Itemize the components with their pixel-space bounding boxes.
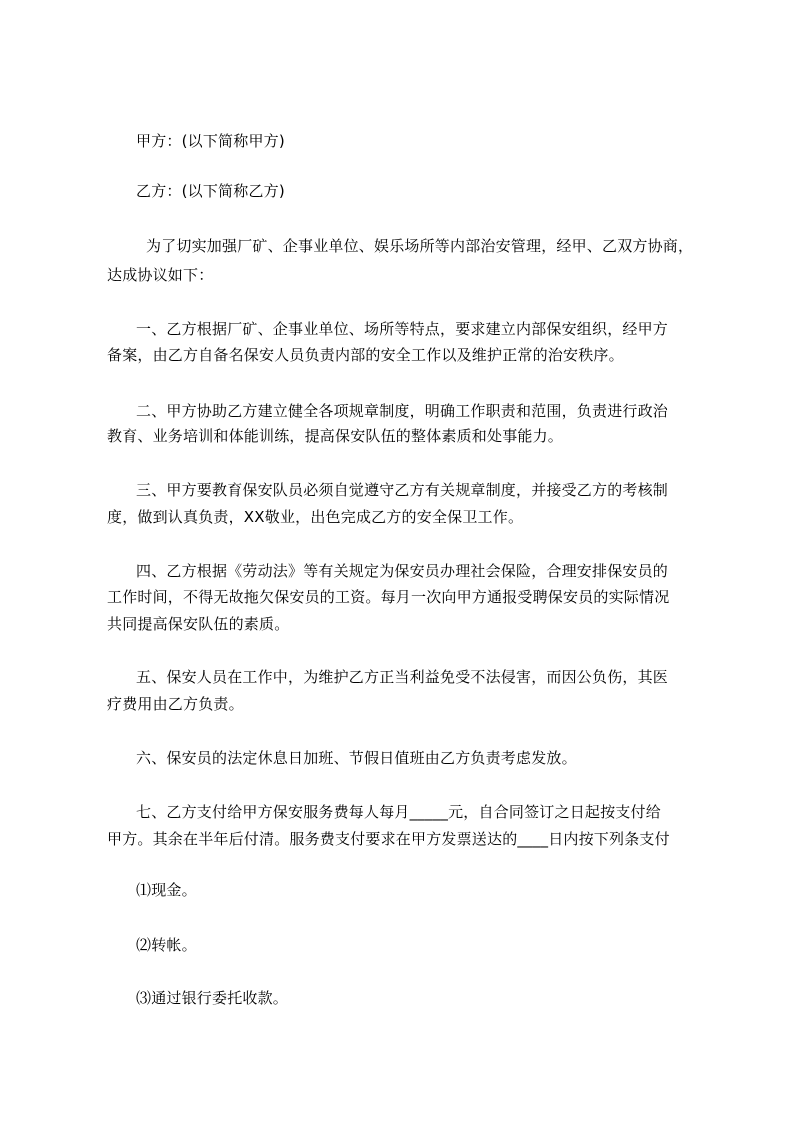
- clause-6-line: 六、保安员的法定休息日加班、节假日值班由乙方负责考虑发放。: [136, 749, 577, 767]
- clause-3-line-1: 三、甲方要教育保安队员必须自觉遵守乙方有关规章制度，并接受乙方的考核制: [136, 481, 669, 499]
- payment-option-cash: ⑴现金。: [136, 881, 197, 899]
- clause-2-line-2: 教育、业务培训和体能训练，提高保安队伍的整体素质和处事能力。: [107, 427, 564, 445]
- clause-4-line-3: 共同提高保安队伍的素质。: [107, 615, 290, 633]
- clause-1-line-1: 一、乙方根据厂矿、企事业单位、场所等特点，要求建立内部保安组织，经甲方: [136, 320, 669, 338]
- clause-2-line-1: 二、甲方协助乙方建立健全各项规章制度，明确工作职责和范围，负责进行政治: [136, 402, 669, 420]
- clause-1-line-2: 备案，由乙方自备名保安人员负责内部的安全工作以及维护正常的治安秩序。: [107, 346, 624, 364]
- clause-3-line-2: 度，做到认真负责，XX敬业，出色完成乙方的安全保卫工作。: [107, 508, 524, 526]
- clause-4-line-2: 工作时间，不得无故拖欠保安员的工资。每月一次向甲方通报受聘保安员的实际情况: [107, 588, 670, 606]
- clause-5-line-2: 疗费用由乙方负责。: [107, 695, 244, 713]
- clause-7-line-2: 甲方。其余在半年后付清。服务费支付要求在甲方发票送达的____日内按下列条支付: [107, 830, 670, 848]
- clause-5-line-1: 五、保安人员在工作中，为维护乙方正当利益免受不法侵害，而因公负伤，其医: [136, 668, 669, 686]
- intro-line-2: 达成协议如下：: [107, 266, 214, 284]
- clause-4-line-1: 四、乙方根据《劳动法》等有关规定为保安员办理社会保险，合理安排保安员的: [136, 562, 669, 580]
- party-b-line: 乙方：(以下简称乙方): [136, 182, 285, 200]
- clause-7-line-1: 七、乙方支付给甲方保安服务费每人每月_____元，自合同签订之日起按支付给: [136, 803, 661, 821]
- intro-line-1: 为了切实加强厂矿、企事业单位、娱乐场所等内部治安管理，经甲、乙双方协商，: [146, 237, 694, 255]
- party-a-line: 甲方：(以下简称甲方): [136, 132, 285, 150]
- payment-option-transfer: ⑵转帐。: [136, 936, 197, 954]
- payment-option-bank-collection: ⑶通过银行委托收款。: [136, 989, 289, 1007]
